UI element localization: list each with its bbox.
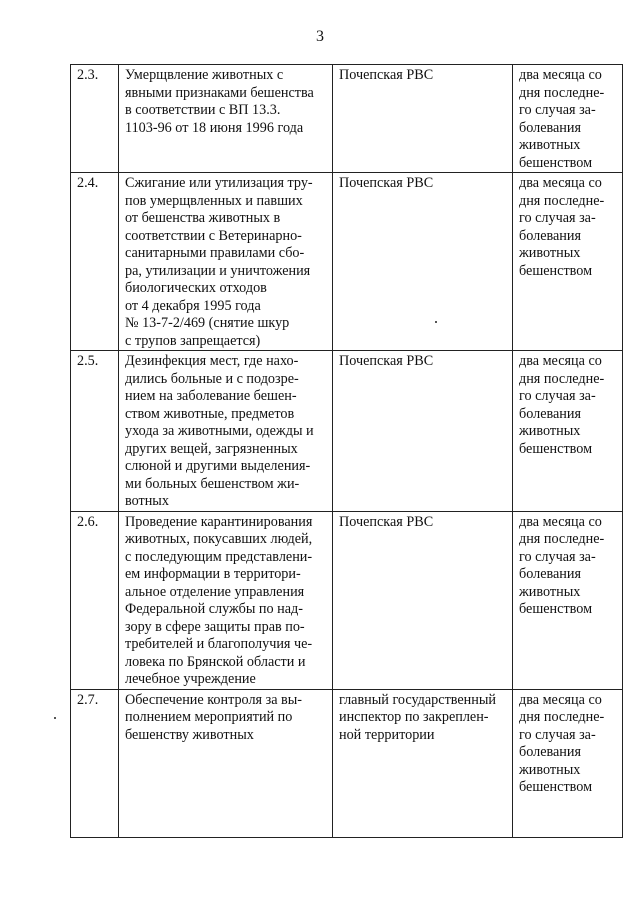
measure-text: Проведение карантинирования животных, покусавших людей, с последующим представлени- ем информации в территори- альное отделение управления Федеральной службы по над- зору в сфере защиты прав по- требителей и благополучия че- ловека по Брянской области и лечебное учреждение xyxy=(125,513,313,687)
measures-table xyxy=(70,64,623,838)
table-row xyxy=(71,511,623,689)
responsible-text: Почепская РВС xyxy=(339,353,434,369)
responsible-cell xyxy=(333,173,513,351)
term-cell xyxy=(513,689,623,837)
measure-text: Сжигание или утилизация тру- пов умерщвленных и павших от бешенства животных в соответствии с Ветеринарно- санитарными правилами сбо- ра, утилизации и уничтожения биологических отходов от 4 декабря 1995 года № 13-7-2/469 (снятие шкур с трупов запрещается) xyxy=(125,175,313,349)
row-number: 2.3. xyxy=(71,65,119,173)
row-number: 2.5. xyxy=(71,351,119,512)
responsible-text: Почепская РВС xyxy=(339,175,434,191)
row-number: 2.6. xyxy=(71,511,119,689)
page-number: 3 xyxy=(316,28,324,45)
responsible-cell xyxy=(333,351,513,512)
measure-cell xyxy=(119,351,333,512)
scan-speck xyxy=(435,321,437,323)
term-text: два месяца со дня последне- го случая за- болевания животных бешенством xyxy=(519,513,605,617)
term-text: два месяца со дня последне- го случая за- болевания животных бешенством xyxy=(519,67,605,171)
measure-text: Обеспечение контроля за вы- полнением мероприятий по бешенству животных xyxy=(125,691,303,743)
term-text: два месяца со дня последне- го случая за- болевания животных бешенством xyxy=(519,175,605,279)
term-cell xyxy=(513,511,623,689)
responsible-cell xyxy=(333,511,513,689)
table-row xyxy=(71,65,623,173)
table-row xyxy=(71,689,623,837)
responsible-cell xyxy=(333,65,513,173)
measure-cell xyxy=(119,511,333,689)
measure-text: Дезинфекция мест, где нахо- дились больные и с подозре- нием на заболевание бешен- ством животные, предметов ухода за животными, одежды и других вещей, загрязненных слюной и другими выделения- ми больных бешенством жи- вотных xyxy=(125,353,314,509)
term-cell xyxy=(513,351,623,512)
row-number: 2.7. xyxy=(71,689,119,837)
measure-cell xyxy=(119,173,333,351)
term-cell xyxy=(513,65,623,173)
measure-text: Умерщвление животных с явными признаками бешенства в соответствии с ВП 13.3. 1103-96 от 18 июня 1996 года xyxy=(125,67,314,136)
responsible-text: Почепская РВС xyxy=(339,67,434,83)
responsible-text: главный государственный инспектор по закреплен- ной территории xyxy=(339,691,496,743)
measure-cell xyxy=(119,689,333,837)
term-cell xyxy=(513,173,623,351)
table-row xyxy=(71,351,623,512)
term-text: два месяца со дня последне- го случая за- болевания животных бешенством xyxy=(519,353,605,457)
responsible-cell xyxy=(333,689,513,837)
row-number: 2.4. xyxy=(71,173,119,351)
table-row xyxy=(71,173,623,351)
term-text: два месяца со дня последне- го случая за- болевания животных бешенством xyxy=(519,691,605,795)
responsible-text: Почепская РВС xyxy=(339,513,434,530)
measure-cell xyxy=(119,65,333,173)
scan-speck xyxy=(54,717,56,719)
